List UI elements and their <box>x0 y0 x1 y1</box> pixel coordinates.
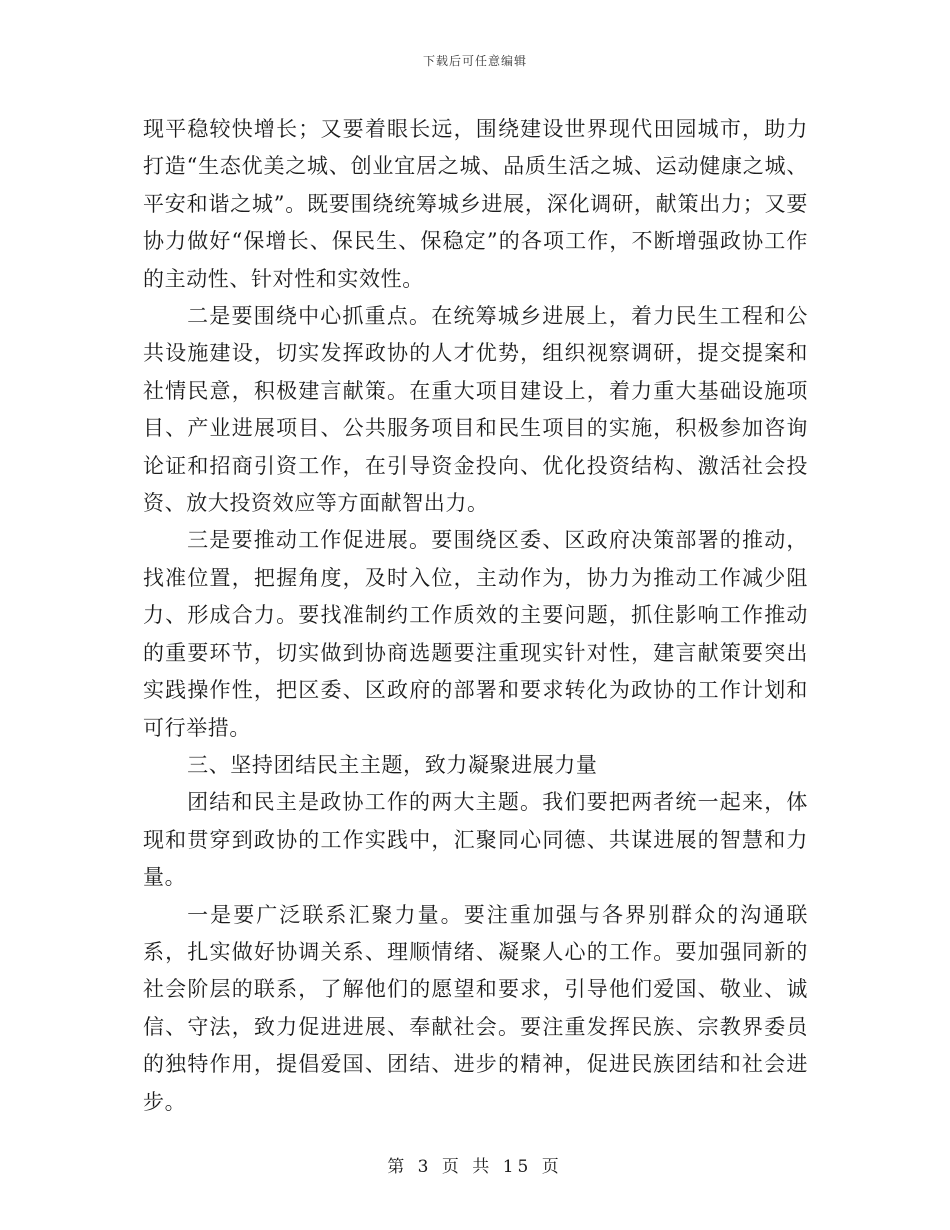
paragraph-continuation: 现平稳较快增长；又要着眼长远，围绕建设世界现代田园城市，助力打造“生态优美之城、创业宜居之城、品质生活之城、运动健康之城、平安和谐之城”。既要围绕统筹城乡进展，深化调研，献策出力；又要协力做好“保增长、保民生、保稳定”的各项工作，不断增强政协工作的主动性、针对性和实效性。 <box>143 117 808 291</box>
paragraph-section-intro: 团结和民主是政协工作的两大主题。我们要把两者统一起来，体现和贯穿到政协的工作实践中，汇聚同心同德、共谋进展的智慧和力量。 <box>143 790 808 890</box>
paragraph-point-three: 三是要推动工作促进展。要围绕区委、区政府决策部署的推动，找准位置，把握角度，及时入位，主动作为，协力为推动工作减少阻力、形成合力。要找准制约工作质效的主要问题，抓住影响工作推动的重要环节，切实做到协商选题要注重现实针对性，建言献策要突出实践操作性，把区委、区政府的部署和要求转化为政协的工作计划和可行举措。 <box>143 528 808 740</box>
paragraph-point-two: 二是要围绕中心抓重点。在统筹城乡进展上，着力民生工程和公共设施建设，切实发挥政协的人才优势，组织视察调研，提交提案和社情民意，积极建言献策。在重大项目建设上，着力重大基础设施项目、产业进展项目、公共服务项目和民生项目的实施，积极参加咨询论证和招商引资工作，在引导资金投向、优化投资结构、激活社会投资、放大投资效应等方面献智出力。 <box>143 304 808 516</box>
section-heading: 三、坚持团结民主主题，致力凝聚进展力量 <box>187 752 598 777</box>
document-body <box>143 111 808 1121</box>
page-number-footer: 第 3 页 共 15 页 <box>387 1157 563 1177</box>
header-note: 下载后可任意编辑 <box>422 54 527 68</box>
paragraph-point-one: 一是要广泛联系汇聚力量。要注重加强与各界别群众的沟通联系，扎实做好协调关系、理顺情绪、凝聚人心的工作。要加强同新的社会阶层的联系，了解他们的愿望和要求，引导他们爱国、敬业、诚信、守法，致力促进进展、奉献社会。要注重发挥民族、宗教界委员的独特作用，提倡爱国、团结、进步的精神，促进民族团结和社会进步。 <box>143 902 808 1114</box>
